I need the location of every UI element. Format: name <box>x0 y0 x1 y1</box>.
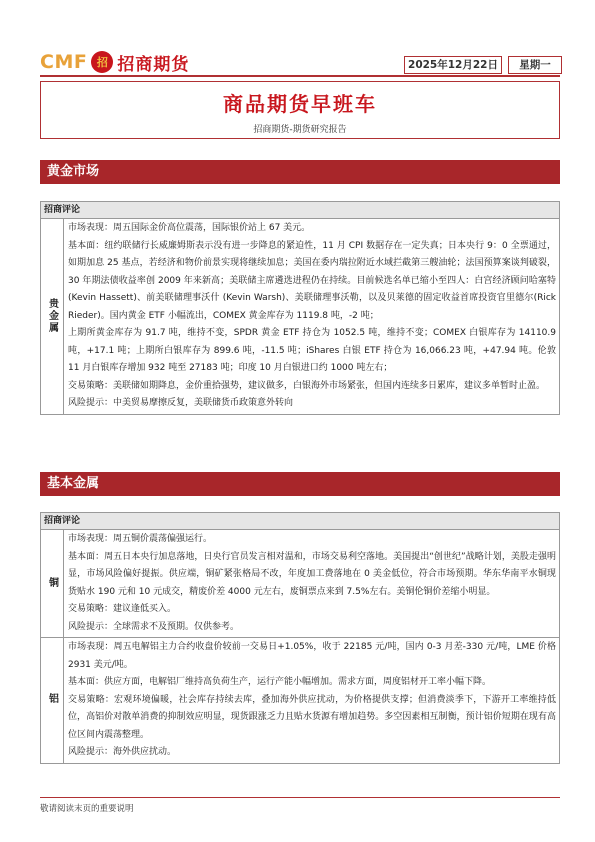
paragraph: 基本面：供应方面，电解铝厂维持高负荷生产，运行产能小幅增加。需求方面，周度铝材开工率小幅下降。 <box>68 677 492 687</box>
logo-chinese-text: 招商期货 <box>117 54 190 75</box>
row-label: 铜 <box>41 530 64 637</box>
paragraph: 市场表现：周五电解铝主力合约收盘价较前一交易日+1.05%，收于 22185 元/吨，国内 0-3 月差-330 元/吨，LME 价格 2931 美元/吨。 <box>68 642 556 670</box>
paragraph: 风险提示：海外供应扰动。 <box>68 747 177 757</box>
row-label: 铝 <box>41 638 64 763</box>
company-logo <box>40 50 189 74</box>
report-date: 2025年12月22日 <box>404 56 502 74</box>
paragraph: 市场表现：周五铜价震荡偏强运行。 <box>68 534 213 544</box>
paragraph: 风险提示：全球需求不及预期。仅供参考。 <box>68 621 240 632</box>
paragraph: 风险提示：中美贸易摩擦反复，美联储货币政策意外转向 <box>68 398 294 408</box>
row-content <box>64 219 559 414</box>
row-label: 贵金属 <box>41 219 64 414</box>
table-row-aluminium <box>41 637 559 763</box>
report-weekday: 星期一 <box>508 56 562 74</box>
section-heading-base-metals: 基本金属 <box>40 472 560 496</box>
page-subtitle: 招商期货-期货研究报告 <box>253 125 347 135</box>
page-title: 商品期货早班车 <box>223 92 377 116</box>
header-divider <box>40 75 560 77</box>
row-content <box>64 530 559 637</box>
section-heading-gold: 黄金市场 <box>40 160 560 184</box>
section-table-base-metals <box>40 512 560 764</box>
logo-latin-text: CMF <box>40 51 88 73</box>
paragraph: 基本面：周五日本央行加息落地，日央行官员发言相对温和，市场交易利空落地。美国提出“创世纪”战略计划，美股走强明显，市场风险偏好提振。供应端，铜矿紧张格局不改，年度加工费落地在 0 美金低位，符合市场预期。华东华南平水铜现货贴水 190 元和 10 元成交，精废价差 4000 元左右，废铜票点来到 7.5%左右。美铜伦铜价差缩小明显。 <box>68 551 556 597</box>
paragraph: 交易策略：建议逢低买入。 <box>68 604 177 614</box>
logo-emblem-icon: 招 <box>91 51 113 73</box>
title-box <box>40 81 560 139</box>
paragraph: 基本面：纽约联储行长威廉姆斯表示没有进一步降息的紧迫性，11 月 CPI 数据存在一定失真；日本央行 9：0 全票通过，如期加息 25 基点，若经济和物价前景实现将继续加息；美国在委内瑞拉附近水域拦截第三艘油轮；法国预算案谈判破裂，30 年期法债收益率创 2009 年来新高；美联储主席遴选进程仍在持续。目前候选名单已缩小至四人：白宫经济顾问哈塞特 (Kevin Hassett)、前美联储理事沃什 (Kevin Warsh)、美联储理事沃勒，以及贝莱德的固定收益首席投资官里德尔(Rick Rieder)。国内黄金 ETF 小幅流出，COMEX 黄金库存为 1119.8 吨，-2 吨； <box>68 240 556 321</box>
table-sub-header: 招商评论 <box>41 513 559 530</box>
footer-disclaimer-note: 敬请阅读末页的重要说明 <box>40 804 134 814</box>
row-content <box>64 638 559 763</box>
paragraph: 交易策略：宏观环境偏暖，社会库存持续去库，叠加海外供应扰动，为价格提供支撑；但消费淡季下，下游开工率维持低位，高铝价对散单消费的抑制效应明显，现货跟涨乏力且贴水货源有增加趋势。多空因素相互制衡，预计铝价短期在现有高位区间内震荡整理。 <box>68 694 556 740</box>
paragraph: 上期所黄金库存为 91.7 吨，维持不变，SPDR 黄金 ETF 持仓为 1052.5 吨，维持不变；COMEX 白银库存为 14110.9 吨，+17.1 吨；上期所白银库存为 899.6 吨，-11.5 吨；iShares 白银 ETF 持仓为 16,066.23 吨，+47.94 吨。伦敦 11 月白银库存增加 932 吨至 27183 吨；印度 10 月白银进口约 1000 吨左右； <box>68 328 556 373</box>
table-sub-header: 招商评论 <box>41 202 559 219</box>
footer-divider <box>40 797 560 798</box>
section-table-gold <box>40 201 560 415</box>
table-row-copper <box>41 530 559 637</box>
table-row-precious-metals <box>41 219 559 414</box>
paragraph: 市场表现：周五国际金价高位震荡，国际银价站上 67 美元。 <box>68 223 311 233</box>
paragraph: 交易策略：美联储如期降息，金价重拾强势，建议做多，白银海外市场紧张，但国内连续多日累库，建议多单暂时止盈。 <box>68 380 546 391</box>
